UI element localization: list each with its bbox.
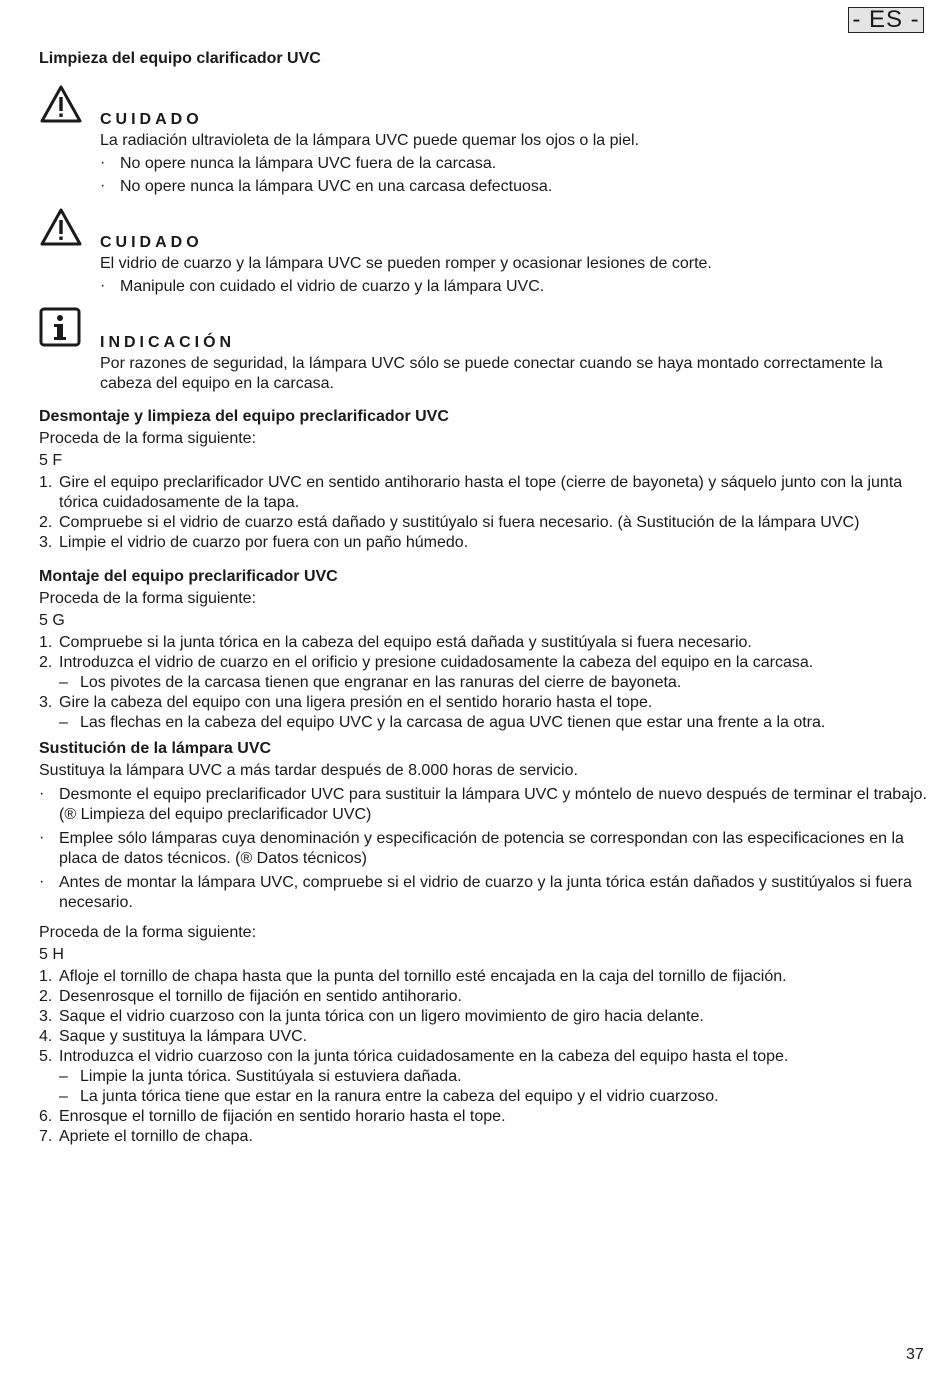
notice-bullet: · No opere nunca la lámpara UVC en una carcasa defectuosa.	[100, 177, 553, 195]
info-i-icon	[39, 307, 81, 347]
warning-triangle-icon	[39, 84, 83, 124]
section-intro: Proceda de la forma siguiente:	[39, 430, 257, 447]
figure-reference: 5 G	[39, 612, 65, 629]
bullet-item: · Desmonte el equipo preclarificador UVC para sustituir la lámpara UVC y móntelo de nuevo después de terminar el trabajo. (® Limpieza del equipo preclarificador UVC)	[39, 785, 927, 823]
sub-list-item: – Las flechas en la cabeza del equipo UVC y la carcasa de agua UVC tienen que estar una frente a la otra.	[59, 714, 826, 731]
list-item: 1. Afloje el tornillo de chapa hasta que la punta del tornillo esté encajada en la caja del tornillo de fijación.	[39, 968, 787, 985]
list-item: 5. Introduzca el vidrio cuarzoso con la junta tórica cuidadosamente en la cabeza del equipo hasta el tope.	[39, 1048, 789, 1065]
notice-text: Por razones de seguridad, la lámpara UVC sólo se puede conectar cuando se haya montado correctamente la cabeza del equipo en la carcasa.	[100, 355, 883, 392]
warning-triangle-icon	[39, 207, 83, 247]
section-heading: Desmontaje y limpieza del equipo preclarificador UVC	[39, 408, 449, 425]
list-item: 6. Enrosque el tornillo de fijación en sentido horario hasta el tope.	[39, 1108, 506, 1125]
section-intro: Sustituya la lámpara UVC a más tardar después de 8.000 horas de servicio.	[39, 762, 578, 779]
sub-list-item: – Los pivotes de la carcasa tienen que engranar en las ranuras del cierre de bayoneta.	[59, 674, 682, 691]
list-item: 2. Compruebe si el vidrio de cuarzo está dañado y sustitúyalo si fuera necesario. (à Sustitución de la lámpara UVC)	[39, 514, 860, 531]
section-sustitucion	[39, 739, 929, 1147]
notice-caution-2	[39, 207, 929, 302]
list-item: 3. Saque el vidrio cuarzoso con la junta tórica con un ligero movimiento de giro hacia delante.	[39, 1008, 704, 1025]
list-item: 3. Gire la cabeza del equipo con una ligera presión en el sentido horario hasta el tope.	[39, 694, 653, 711]
notice-bullet: · No opere nunca la lámpara UVC fuera de la carcasa.	[100, 154, 497, 172]
section-heading: Montaje del equipo preclarificador UVC	[39, 568, 338, 585]
notice-title: CUIDADO	[100, 234, 203, 251]
bullet-item: · Emplee sólo lámparas cuya denominación y especificación de potencia se correspondan con las especificaciones en la placa de datos técnicos. (® Datos técnicos)	[39, 829, 904, 867]
sub-list-item: – Limpie la junta tórica. Sustitúyala si estuviera dañada.	[59, 1068, 462, 1085]
list-item: 2. Introduzca el vidrio de cuarzo en el orificio y presione cuidadosamente la cabeza del equipo en la carcasa.	[39, 654, 814, 671]
list-item: 7. Apriete el tornillo de chapa.	[39, 1128, 253, 1145]
language-badge: - ES -	[848, 7, 924, 33]
sub-list-item: – La junta tórica tiene que estar en la ranura entre la cabeza del equipo y el vidrio cuarzoso.	[59, 1088, 719, 1105]
notice-caution-1	[39, 84, 929, 199]
section-heading: Sustitución de la lámpara UVC	[39, 740, 272, 757]
notice-text: La radiación ultravioleta de la lámpara UVC puede quemar los ojos o la piel.	[100, 132, 639, 149]
list-item: 2. Desenrosque el tornillo de fijación en sentido antihorario.	[39, 988, 462, 1005]
page-title-block	[39, 49, 929, 69]
notice-title: INDICACIÓN	[100, 334, 236, 351]
list-item: 4. Saque y sustituya la lámpara UVC.	[39, 1028, 308, 1045]
notice-bullet: · Manipule con cuidado el vidrio de cuarzo y la lámpara UVC.	[100, 277, 545, 295]
section-desmontaje	[39, 407, 929, 553]
notice-text: El vidrio de cuarzo y la lámpara UVC se pueden romper y ocasionar lesiones de corte.	[100, 255, 712, 272]
page-title: Limpieza del equipo clarificador UVC	[39, 50, 321, 67]
section-intro: Proceda de la forma siguiente:	[39, 924, 257, 941]
notice-title: CUIDADO	[100, 111, 203, 128]
section-montaje	[39, 567, 929, 733]
list-item: 1. Compruebe si la junta tórica en la cabeza del equipo está dañada y sustitúyala si fuera necesario.	[39, 634, 752, 651]
figure-reference: 5 F	[39, 452, 63, 469]
list-item: 1. Gire el equipo preclarificador UVC en sentido antihorario hasta el tope (cierre de bayoneta) y sáquelo junto con la junta tórica cuidadosamente de la tapa.	[39, 474, 903, 511]
figure-reference: 5 H	[39, 946, 64, 963]
list-item: 3. Limpie el vidrio de cuarzo por fuera con un paño húmedo.	[39, 534, 469, 551]
page-number: 37	[906, 1346, 924, 1363]
section-intro: Proceda de la forma siguiente:	[39, 590, 257, 607]
bullet-item: · Antes de montar la lámpara UVC, compruebe si el vidrio de cuarzo y la junta tórica están dañados y sustitúyalos si fuera necesario.	[39, 873, 912, 911]
notice-indication	[39, 307, 929, 397]
